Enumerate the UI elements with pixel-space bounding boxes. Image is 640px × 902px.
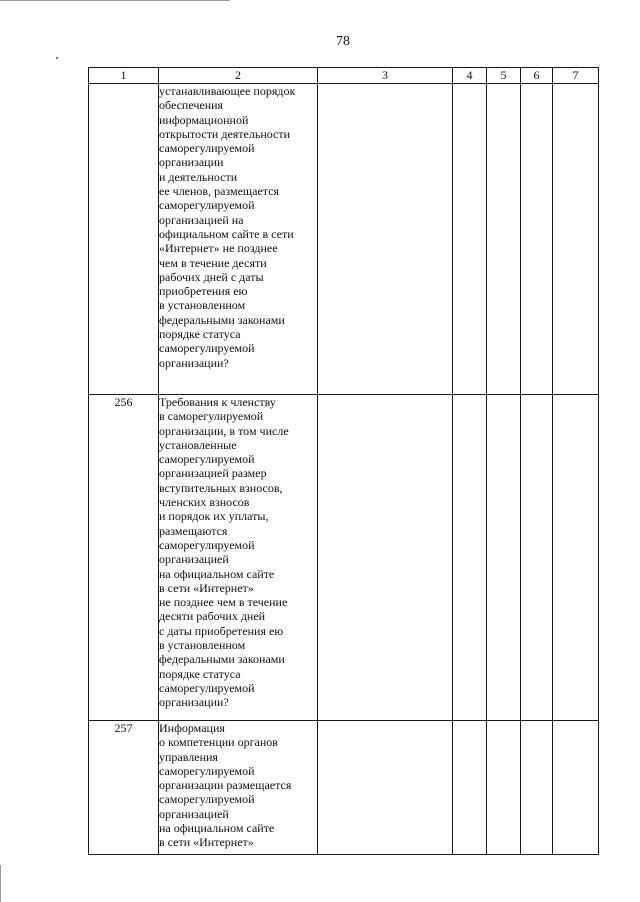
answer-cell-6: [521, 395, 553, 721]
answer-cell-6: [521, 721, 553, 855]
legal-reference-cell: [318, 84, 453, 395]
column-header-6: 6: [521, 68, 553, 84]
column-header-1: 1: [89, 68, 159, 84]
column-header-2: 2: [159, 68, 318, 84]
scan-edge-line: [0, 0, 230, 1]
table-row: [89, 721, 599, 855]
question-text-cell: Информация о компетенции органов управления саморегулируемой организации размещается саморегулируемой организацией на официальном сайте в сети «Интернет»: [159, 721, 318, 855]
note-cell: [553, 84, 599, 395]
note-cell: [553, 395, 599, 721]
checklist-table: [88, 67, 599, 855]
row-number-cell: 256: [89, 395, 159, 721]
answer-cell-5: [487, 721, 521, 855]
page-number: 78: [336, 34, 350, 49]
table-header-row: [89, 68, 599, 84]
answer-cell-5: [487, 395, 521, 721]
row-number-cell: 257: [89, 721, 159, 855]
answer-cell-4: [453, 395, 487, 721]
question-text-cell: Требования к членству в саморегулируемой организации, в том числе установленные саморегулируемой организацией размер вступительных взносов, членских взносов и порядок их уплаты, размещаются саморегулируемой организацией на официальном сайте в сети «Интернет» не позднее чем в течение десяти рабочих дней с даты приобретения ею в установленном федеральными законами порядке статуса саморегулируемой организации?: [159, 395, 318, 721]
answer-cell-4: [453, 721, 487, 855]
legal-reference-cell: [318, 395, 453, 721]
row-number-cell: [89, 84, 159, 395]
answer-cell-4: [453, 84, 487, 395]
note-cell: [553, 721, 599, 855]
legal-reference-cell: [318, 721, 453, 855]
answer-cell-6: [521, 84, 553, 395]
column-header-4: 4: [453, 68, 487, 84]
scan-speck: [56, 57, 58, 59]
table-row: [89, 395, 599, 721]
table-row: [89, 84, 599, 395]
scan-margin-mark: [0, 865, 1, 902]
column-header-5: 5: [487, 68, 521, 84]
column-header-3: 3: [318, 68, 453, 84]
answer-cell-5: [487, 84, 521, 395]
column-header-7: 7: [553, 68, 599, 84]
question-text-cell: устанавливающее порядок обеспечения информационной открытости деятельности саморегулируемой организации и деятельности ее членов, размещается саморегулируемой организацией на официальном сайте в сети «Интернет» не позднее чем в течение десяти рабочих дней с даты приобретения ею в установленном федеральными законами порядке статуса саморегулируемой организации?: [159, 84, 318, 395]
